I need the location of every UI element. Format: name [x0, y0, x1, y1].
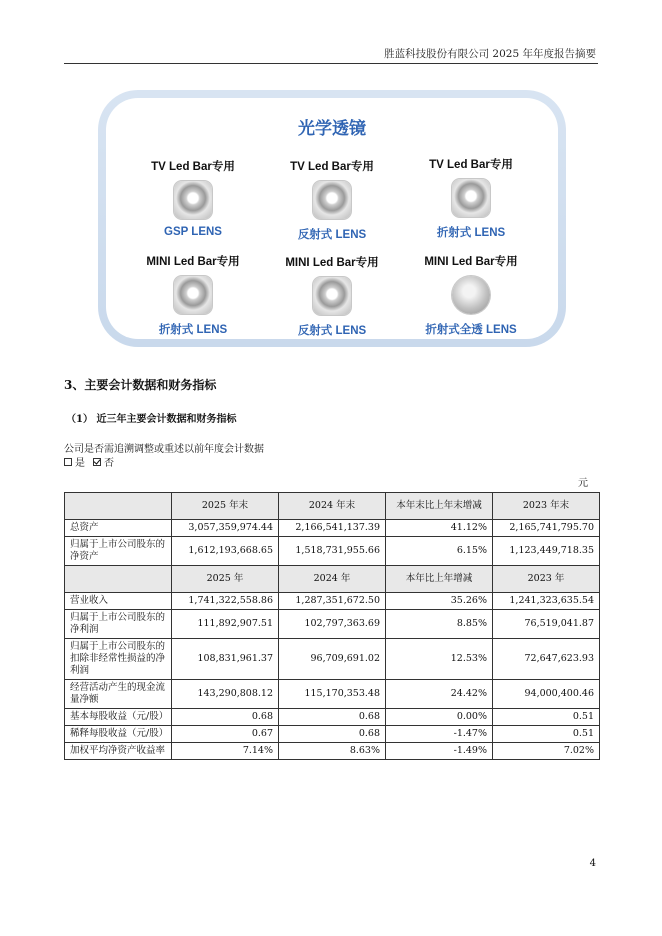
row-value: 0.68 [279, 726, 386, 743]
square-lens-icon [313, 181, 351, 219]
section-subtitle: （1） 近三年主要会计数据和财务指标 [66, 414, 237, 425]
table-row [65, 709, 600, 726]
row-value: 12.53% [386, 639, 493, 680]
square-lens-icon [174, 276, 212, 314]
square-lens-icon [452, 179, 490, 217]
optical-lens-panel [98, 90, 566, 347]
lens-item [257, 158, 407, 242]
row-label: 稀释每股收益（元/股） [65, 726, 172, 743]
lens-item-head: TV Led Bar专用 [290, 161, 374, 173]
row-value: 102,797,363.69 [279, 610, 386, 639]
row-value: 94,000,400.46 [493, 680, 600, 709]
row-label: 归属于上市公司股东的净利润 [65, 610, 172, 639]
restatement-question: 公司是否需追溯调整或重述以前年度会计数据 [64, 444, 264, 455]
row-label: 加权平均净资产收益率 [65, 743, 172, 760]
table-row [65, 537, 600, 566]
row-value: 0.51 [493, 709, 600, 726]
row-value: 1,241,323,635.54 [493, 593, 600, 610]
row-value: 7.14% [172, 743, 279, 760]
lens-item [118, 253, 268, 337]
row-label: 总资产 [65, 520, 172, 537]
table-row [65, 680, 600, 709]
row-label: 基本每股收益（元/股） [65, 709, 172, 726]
row-value: 35.26% [386, 593, 493, 610]
row-value: 24.42% [386, 680, 493, 709]
row-value: 0.51 [493, 726, 600, 743]
currency-unit: 元 [578, 478, 588, 489]
row-value: 0.68 [279, 709, 386, 726]
row-value: 111,892,907.51 [172, 610, 279, 639]
row-value: 6.15% [386, 537, 493, 566]
row-value: 2,166,541,137.39 [279, 520, 386, 537]
row-label: 经营活动产生的现金流量净额 [65, 680, 172, 709]
row-value: 115,170,353.48 [279, 680, 386, 709]
lens-item [118, 158, 268, 238]
lens-item [257, 254, 407, 338]
option-no-label: 否 [104, 458, 114, 469]
table-row [65, 743, 600, 760]
table-header-blank [65, 566, 172, 593]
lens-item [396, 253, 546, 337]
financial-indicators-table [64, 492, 600, 760]
header-divider [64, 63, 598, 64]
row-label: 归属于上市公司股东的扣除非经常性损益的净利润 [65, 639, 172, 680]
row-value: -1.47% [386, 726, 493, 743]
restatement-options [64, 454, 114, 469]
row-value: 1,123,449,718.35 [493, 537, 600, 566]
lens-item-head: MINI Led Bar专用 [424, 256, 518, 268]
table-row [65, 639, 600, 680]
lens-item-name: 折射式全透 LENS [425, 324, 517, 336]
row-value: 2,165,741,795.70 [493, 520, 600, 537]
table-row [65, 726, 600, 743]
row-value: 3,057,359,974.44 [172, 520, 279, 537]
square-lens-icon [313, 277, 351, 315]
row-label: 营业收入 [65, 593, 172, 610]
row-value: 1,612,193,668.65 [172, 537, 279, 566]
lens-item [396, 156, 546, 240]
table-header-row [65, 566, 600, 593]
optical-lens-panel-inner [106, 98, 558, 339]
panel-title: 光学透镜 [298, 119, 366, 139]
row-value: 0.67 [172, 726, 279, 743]
page-number: 4 [589, 858, 596, 869]
lens-item-name: 折射式 LENS [158, 324, 228, 336]
lens-item-name: 反射式 LENS [297, 229, 367, 241]
table-header-cell: 2025 年末 [172, 493, 279, 520]
table-header-cell: 2024 年 [279, 566, 386, 593]
table-header-cell: 本年比上年增减 [386, 566, 493, 593]
table-row [65, 593, 600, 610]
row-value: 1,287,351,672.50 [279, 593, 386, 610]
table-header-cell: 2025 年 [172, 566, 279, 593]
row-value: 1,518,731,955.66 [279, 537, 386, 566]
round-lens-icon [452, 276, 490, 314]
row-value: 7.02% [493, 743, 600, 760]
table-row [65, 610, 600, 639]
row-value: 96,709,691.02 [279, 639, 386, 680]
lens-item-head: MINI Led Bar专用 [146, 256, 240, 268]
row-value: 0.68 [172, 709, 279, 726]
row-value: 0.00% [386, 709, 493, 726]
option-yes-label: 是 [75, 458, 85, 469]
table-header-blank [65, 493, 172, 520]
row-label: 归属于上市公司股东的净资产 [65, 537, 172, 566]
lens-item-name: GSP LENS [164, 226, 222, 238]
row-value: 41.12% [386, 520, 493, 537]
row-value: 8.85% [386, 610, 493, 639]
row-value: 72,647,623.93 [493, 639, 600, 680]
table-header-cell: 本年末比上年末增减 [386, 493, 493, 520]
table-header-cell: 2023 年 [493, 566, 600, 593]
row-value: -1.49% [386, 743, 493, 760]
table-header-cell: 2024 年末 [279, 493, 386, 520]
table-header-cell: 2023 年末 [493, 493, 600, 520]
row-value: 1,741,322,558.86 [172, 593, 279, 610]
row-value: 8.63% [279, 743, 386, 760]
square-lens-icon [174, 181, 212, 219]
table-row [65, 520, 600, 537]
table-header-row [65, 493, 600, 520]
lens-item-name: 折射式 LENS [436, 227, 506, 239]
section-title: 3、主要会计数据和财务指标 [64, 378, 217, 392]
checkbox-yes [64, 458, 72, 466]
lens-item-head: TV Led Bar专用 [151, 161, 235, 173]
row-value: 76,519,041.87 [493, 610, 600, 639]
row-value: 143,290,808.12 [172, 680, 279, 709]
lens-item-name: 反射式 LENS [297, 325, 367, 337]
lens-item-head: TV Led Bar专用 [429, 159, 513, 171]
row-value: 108,831,961.37 [172, 639, 279, 680]
lens-item-head: MINI Led Bar专用 [285, 257, 379, 269]
checkbox-no-checked [93, 458, 101, 466]
page-header-title: 胜蓝科技股份有限公司 2025 年年度报告摘要 [384, 48, 596, 60]
